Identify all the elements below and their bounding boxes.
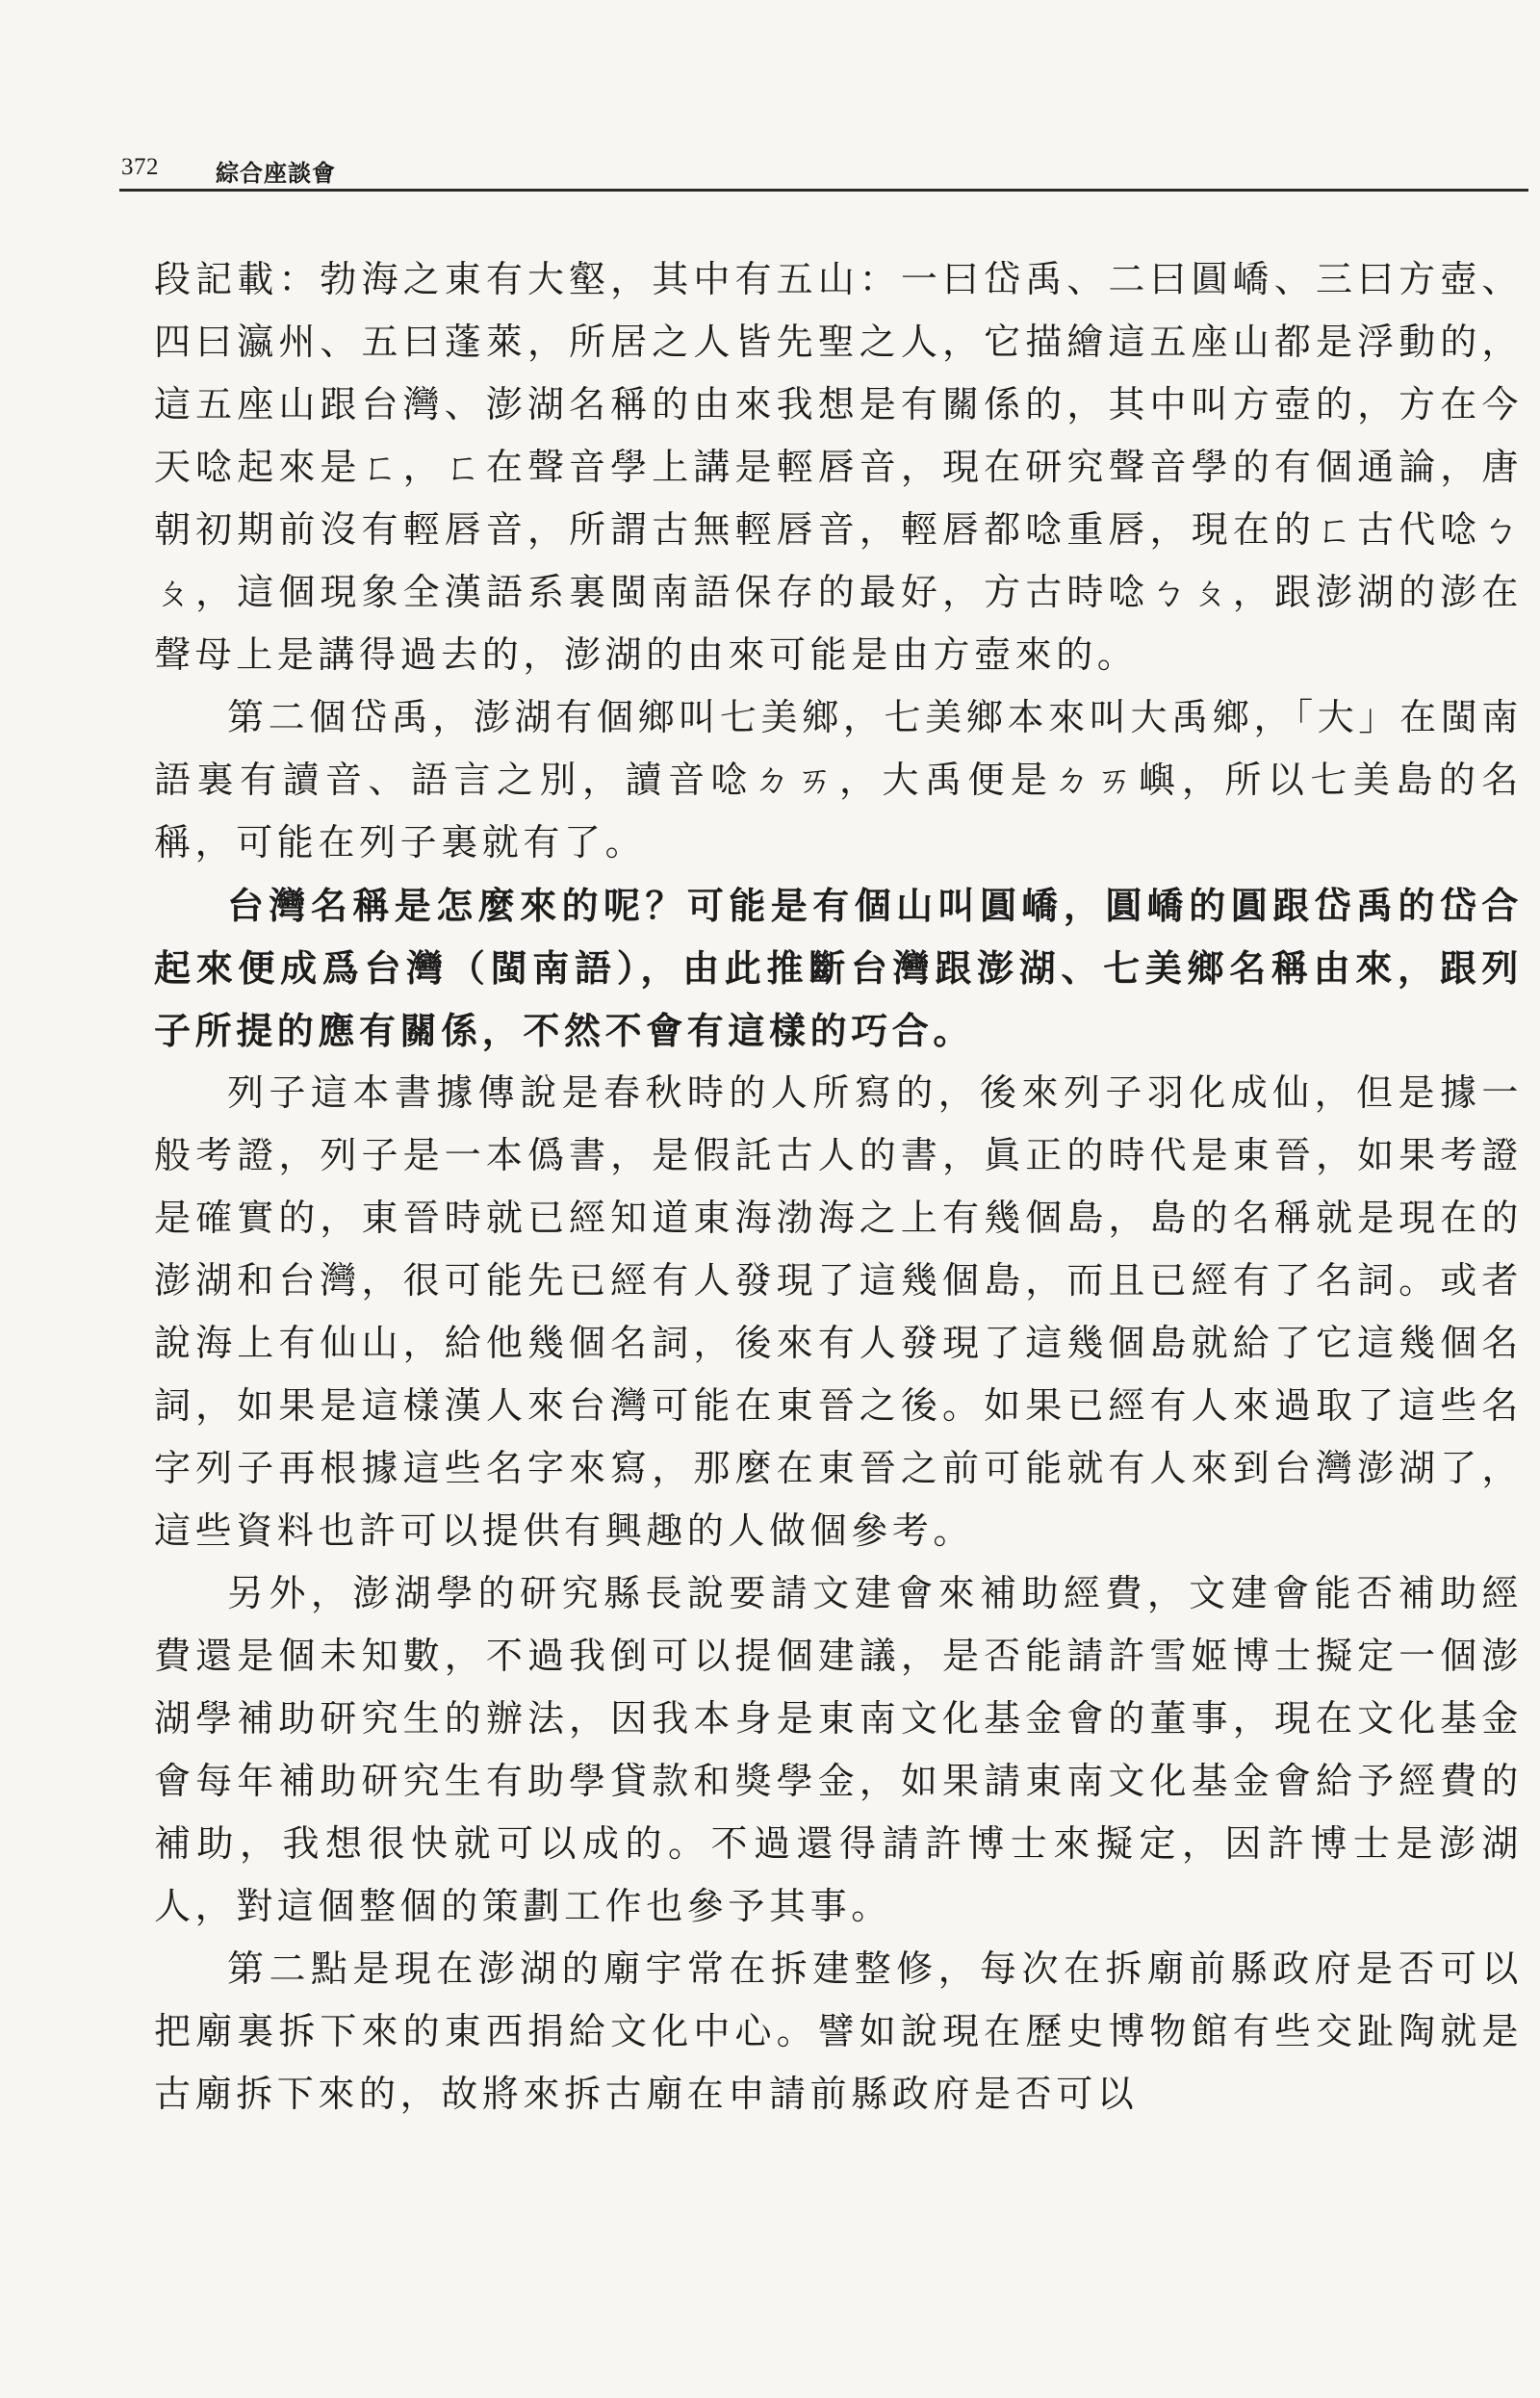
paragraph-temple-artifacts: 第二點是現在澎湖的廟宇常在拆建整修，每次在拆廟前縣政府是否可以把廟裏拆下來的東西捐給文化中心。譬如說現在歷史博物館有些交趾陶就是古廟拆下來的，故將來拆古廟在申請前縣政府是否可以: [154, 1947, 1523, 2115]
running-title: 綜合座談會: [216, 160, 336, 187]
paragraph-dayu: 第二個岱禹，澎湖有個鄉叫七美鄉，七美鄉本來叫大禹鄉，「大」在閩南語裏有讀音、語言之別，讀音唸ㄉㄞ，大禹便是ㄉㄞ嶼，所以七美島的名稱，可能在列子裏就有了。: [154, 696, 1523, 864]
paragraph-research-funding: 另外，澎湖學的研究縣長說要請文建會來補助經費，文建會能否補助經費還是個未知數，不過我倒可以提個建議，是否能請許雪姬博士擬定一個澎湖學補助研究生的辦法，因我本身是東南文化基金會的董事，現在文化基金會每年補助研究生有助學貸款和獎學金，如果請東南文化基金會給予經費的補助，我想很快就可以成的。不過還得請許博士來擬定，因許博士是澎湖人，對這個整個的策劃工作也參予其事。: [154, 1572, 1523, 1927]
paragraph-liezi: 列子這本書據傳說是春秋時的人所寫的，後來列子羽化成仙，但是據一般考證，列子是一本僞書，是假託古人的書，眞正的時代是東晉，如果考證是確實的，東晉時就已經知道東海渤海之上有幾個島，島的名稱就是現在的澎湖和台灣，很可能先已經有人發現了這幾個島，而且已經有了名詞。或者說海上有仙山，給他幾個名詞，後來有人發現了這幾個島就給了它這幾個名詞，如果是這樣漢人來台灣可能在東晉之後。如果已經有人來過取了這些名字列子再根據這些名字來寫，那麼在東晉之前可能就有人來到台灣澎湖了，這些資料也許可以提供有興趣的人做個參考。: [154, 1071, 1523, 1552]
paragraph-continuation: 段記載：勃海之東有大壑，其中有五山：一曰岱禹、二曰圓嶠、三曰方壺、四曰瀛州、五曰蓬萊，所居之人皆先聖之人，它描繪這五座山都是浮動的，這五座山跟台灣、澎湖名稱的由來我想是有關係的，其中叫方壺的，方在今天唸起來是ㄈ，ㄈ在聲音學上講是輕唇音，現在研究聲音學的有個通論，唐朝初期前沒有輕唇音，所謂古無輕唇音，輕唇都唸重唇，現在的ㄈ古代唸ㄅㄆ，這個現象全漢語系裏閩南語保存的最好，方古時唸ㄅㄆ，跟澎湖的澎在聲母上是講得過去的，澎湖的由來可能是由方壺來的。: [154, 258, 1523, 676]
page-header: [119, 150, 1528, 192]
body-text: [154, 248, 1523, 2126]
paragraph-taiwan-name: 台灣名稱是怎麼來的呢？可能是有個山叫圓嶠，圓嶠的圓跟岱禹的岱合起來便成爲台灣（閩南語），由此推斷台灣跟澎湖、七美鄉名稱由來，跟列子所提的應有關係，不然不會有這樣的巧合。: [154, 884, 1523, 1052]
page-number: 372: [121, 154, 159, 180]
